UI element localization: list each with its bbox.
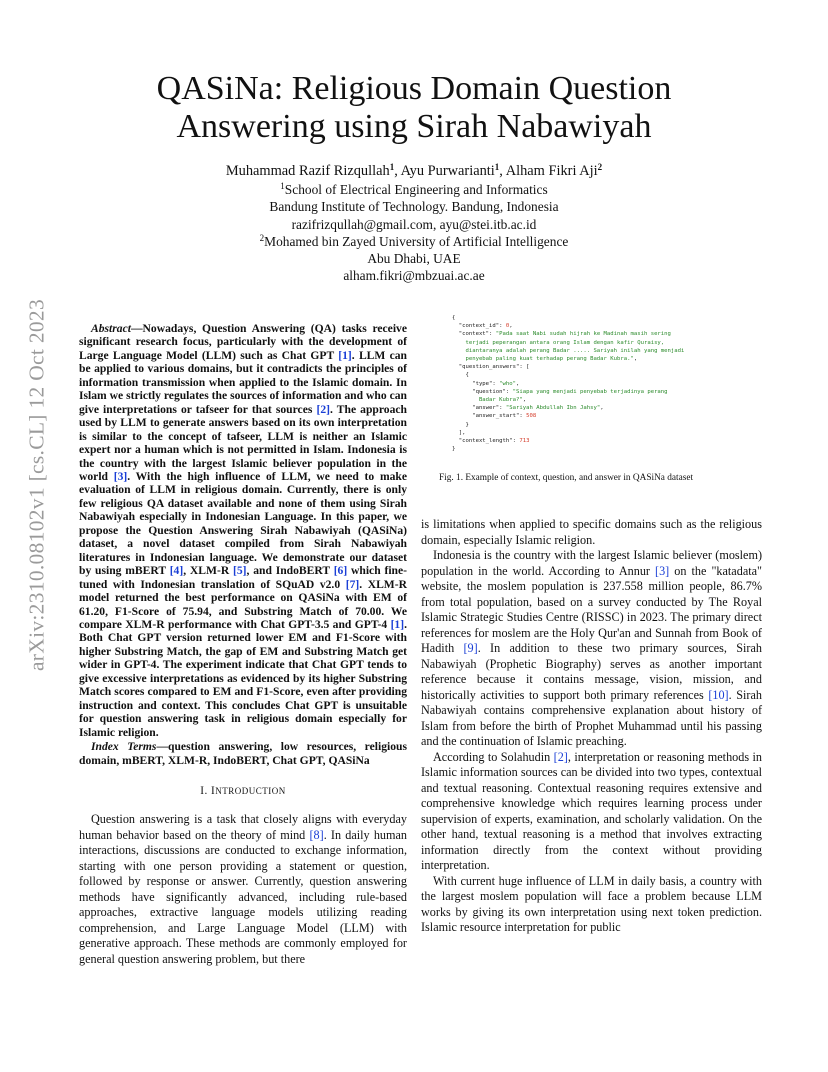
text-run: According to Solahudin: [433, 749, 554, 764]
index-terms-lead: Index Terms: [91, 740, 157, 754]
affiliation-1: $^1$School of Electrical Engineering and Informatics: [280, 181, 548, 198]
json-line: Badar Kubra?",: [452, 397, 527, 404]
text-run: . LLM can be applied to various domains, but it contradicts the principles of information transmission when applied to the Islamic domain. In Islam we strictly regulates the sources of information and who can give interpretations or tafseer for that sources: [79, 348, 408, 416]
paper-title: QASiNa: Religious Domain Question Answering using Sirah Nabawiyah: [156, 70, 672, 145]
json-line: diantaranya adalah perang Badar ..... Sariyah inilah yang menjadi: [452, 347, 685, 354]
json-line: "context": "Pada saat Nabi sudah hijrah ke Madinah masih sering: [452, 331, 671, 338]
text-run: . In addition to these two primary sources, Sirah Nabawiyah (Prophetic Biography) serves as another important reference because it contains message, vision, mission, and historically activities to support both primary references: [421, 641, 762, 702]
json-line: "answer": "Sariyah Abdullah Ibn Jahsy",: [452, 405, 604, 412]
json-line: "type": "who",: [452, 380, 520, 387]
text-run: . Both Chat GPT version returned lower EM and F1-Score with higher Substring Match, the gap of EM and Substring Match get wider in GPT-4. The experiment indicate that Chat GPT tends to give excessive interpretations as evidenced by its higher Substring Match scores compared to EM and F1-Score, even after providing instruction and context. This concludes Chat GPT is unsuitable for question answering task in religious domain especially for Islamic religion.: [79, 617, 407, 739]
author-name: Alham Fikri Aji: [505, 163, 598, 179]
intro-paragraph: [421, 750, 762, 874]
json-line: terjadi peperangan antara orang Islam dengan kafir Quraisy,: [452, 339, 665, 346]
author-names: Muhammad Razif Rizqullah$^1$, Ayu Purwarianti$^1$, Alham Fikri Aji$^2$: [225, 162, 603, 179]
text-run: Question answering is a task that closely aligns with everyday human behavior based on the theory of mind: [79, 812, 407, 842]
citation-link[interactable]: [2]: [553, 749, 568, 764]
text-run: , and IndoBERT: [246, 564, 334, 578]
index-terms: [79, 740, 407, 767]
author-block: [80, 163, 748, 284]
abstract-paragraph: [79, 322, 407, 739]
citation-link[interactable]: [6]: [333, 564, 348, 578]
json-line: ],: [452, 429, 466, 436]
citation-link[interactable]: [4]: [169, 564, 184, 578]
author-affil-mark: 1: [494, 162, 500, 172]
affiliation-2: $^2$Mohamed bin Zayed University of Artificial Intelligence: [259, 232, 569, 249]
text-run: . The approach used by LLM to generate answers based on its own interpretation is similar to the concept of tafseer, LLM is neither an Islamic expert nor a human which is not permitted in Islam. Indonesia is the country with the largest Islamic believer population in the world: [79, 402, 407, 483]
affil-mark: 1: [280, 181, 285, 192]
intro-paragraph-continued: is limitations when applied to specific domains such as the religious domain, especially Islamic religion.: [421, 517, 762, 547]
text-run: on the "katadata" website, the moslem population is 237.558 million people, 86.7% from total population, based on a survey conducted by The Royal Islamic Strategic Studies Centre (RISSC) in 2023. The primary direct references for moslem are the Holy Qur'an and Sunnah from Book of Hadith: [421, 563, 762, 655]
text-run: —Nowadays, Question Answering (QA) tasks receive significant research focus, particularly with the development of Large Language Model (LLM) such as Chat GPT: [79, 322, 407, 362]
intro-paragraph: With current huge influence of LLM in daily basis, a country with the largest moslem population will face a problem because LLM works by giving its own interpretation using next token prediction. Islamic resource interpretation for public: [421, 873, 762, 934]
abstract: [79, 322, 407, 767]
citation-link[interactable]: [9]: [463, 641, 478, 655]
intro-paragraph: [421, 548, 762, 750]
text-run: which fine-tuned with Indonesian translation of SQuAD v2.0: [79, 564, 407, 591]
author-name: Ayu Purwarianti: [400, 163, 495, 179]
affiliation-2-email: alham.fikri@mbzuai.ac.ae: [343, 268, 485, 284]
citation-link[interactable]: [2]: [316, 402, 330, 416]
text-run: . With the high influence of LLM, we need to make evaluation of LLM in religious domain. Currently, there is only few religious QA dataset available and none of them using Sirah Nabawiyah especially in Indonesian Language. In this paper, we propose the Question Answering Sirah Nabawiyah (QASiNa) dataset, a novel dataset compiled from Sirah Nabawiyah literatures in Indonesian language. We demonstrate our dataset by using mBERT: [79, 469, 407, 578]
text-run: , interpretation or reasoning methods in Islamic information sources can be divided into two types, contextual and textual reasoning. Contextual reasoning requires extensive and comprehensive knowledge which requires learning process under supervision of experts, examination, and scholarly validation. On the other hand, textual reasoning is a method that involves extracting information directly from the context without providing interpretation.: [421, 749, 762, 872]
json-line: }: [452, 421, 469, 428]
section-heading-introduction: I. INTRODUCTION: [200, 785, 286, 797]
figure-json-example: [452, 314, 772, 462]
json-line: }: [452, 446, 456, 453]
affiliation-1-place: Bandung Institute of Technology. Bandung, Indonesia: [269, 199, 559, 215]
citation-link[interactable]: [1]: [338, 348, 352, 362]
json-line: "context_id": 0,: [452, 323, 513, 330]
citation-link[interactable]: [7]: [345, 577, 360, 591]
index-terms-text: —question answering, low resources, religious domain, mBERT, XLM-R, IndoBERT, Chat GPT, QASiNa: [79, 740, 407, 767]
json-line: "question_answers": [: [452, 364, 530, 371]
affiliation-1-emails: razifrizqullah@gmail.com, ayu@stei.itb.ac.id: [291, 216, 537, 232]
json-line: penyebab paling kuat terhadap perang Badar Kubra.",: [452, 356, 638, 363]
json-line: {: [452, 372, 469, 379]
affil-mark: 2: [259, 232, 265, 243]
author-affil-mark: 1: [389, 162, 395, 172]
author-affil-mark: 2: [597, 162, 603, 172]
text-run: . Sirah Nabawiyah contains comprehensive explanation about history of Islam from before the birth of Prophet Muhammad until his passing and the continuation of Islamic preaching.: [421, 687, 762, 748]
abstract-lead: Abstract: [91, 322, 131, 335]
figure-caption: Fig. 1. Example of context, question, and answer in QASiNa dataset: [439, 473, 694, 483]
citation-link[interactable]: [10]: [708, 687, 729, 702]
citation-link[interactable]: [8]: [309, 827, 324, 842]
json-line: "question": "Siapa yang menjadi penyebab terjadinya perang: [452, 388, 668, 395]
citation-link[interactable]: [5]: [233, 564, 247, 578]
arxiv-stamp: [22, 290, 52, 680]
json-line: "answer_start": 508: [452, 413, 537, 420]
affiliation-2-place: Abu Dhabi, UAE: [367, 251, 461, 267]
json-line: "context_length": 713: [452, 438, 530, 445]
intro-paragraph: [79, 812, 407, 967]
text-run: Indonesia is the country with the largest Islamic believer (moslem) population in the world. According to Annur: [421, 548, 762, 578]
author-name: Muhammad Razif Rizqullah: [225, 163, 390, 179]
citation-link[interactable]: [3]: [655, 563, 670, 578]
text-run: , XLM-R: [183, 564, 233, 578]
arxiv-stamp-text: arXiv:2310.08102v1 [cs.CL] 12 Oct 2023: [24, 298, 49, 672]
citation-link[interactable]: [1]: [390, 617, 405, 631]
citation-link[interactable]: [3]: [113, 469, 128, 483]
text-run: . XLM-R model returned the best performance on QASiNa with EM of 61.20, F1-Score of 75.94, and Substring Match of 70.00. We compare XLM-R performance with Chat GPT-3.5 and GPT-4: [79, 577, 407, 631]
right-column-text: [421, 517, 762, 936]
abstract-body: [79, 322, 407, 739]
introduction-text: [79, 812, 407, 967]
json-line: {: [452, 315, 456, 321]
text-run: . In daily human interactions, discussions are conducted to exchange information, starting with one person providing a statement or question, followed by response or answer. Currently, question answering methods have significantly advanced, including rule-based approaches, extractive language models utilizing reading comprehension, and Large Language Model (LLM) with generative approach. These methods are commonly employed for general question answering problem, but there: [79, 827, 407, 966]
